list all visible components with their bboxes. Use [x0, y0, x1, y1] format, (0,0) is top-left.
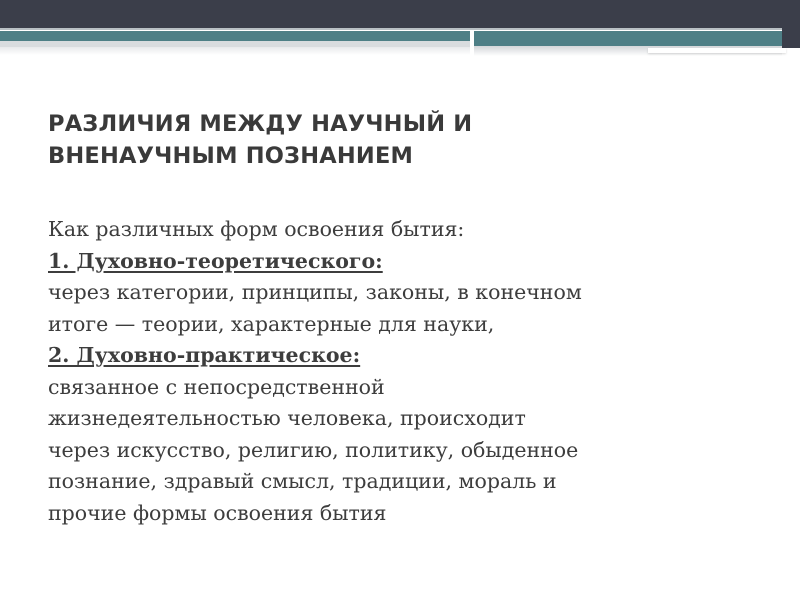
title-line: ВНЕНАУЧНЫМ ПОЗНАНИЕМ — [48, 143, 414, 169]
item2-text-line: прочие формы освоения бытия — [48, 500, 387, 525]
title-line: РАЗЛИЧИЯ МЕЖДУ НАУЧНЫЙ И — [48, 111, 473, 137]
header-band-dark-right — [782, 0, 800, 48]
slide-body — [48, 214, 768, 529]
item2-text-line: связанное с непосредственной — [48, 374, 385, 399]
header-band-teal-left — [0, 31, 470, 41]
slide-title — [48, 108, 768, 172]
header-white-bar — [648, 48, 786, 53]
item2-text-line: познание, здравый смысл, традиции, мораль и — [48, 469, 557, 493]
header-band-dark — [0, 0, 782, 28]
item2-heading: 2. Духовно-практическое: — [48, 343, 361, 367]
intro-text: Как различных форм освоения бытия: — [48, 217, 465, 241]
item1-text-line: итоге — теории, характерные для науки, — [48, 311, 495, 336]
header-shadow-left — [0, 47, 470, 55]
header-divider-line — [0, 28, 782, 30]
item2-text-line: через искусство, религию, политику, обыденное — [48, 437, 579, 462]
header-band-teal-right — [474, 31, 782, 46]
item1-heading: 1. Духовно-теоретического: — [48, 248, 383, 273]
slide-content — [48, 108, 768, 529]
item1-text-line: через категории, принципы, законы, в конечном — [48, 280, 582, 304]
item2-text-line: жизнедеятельностью человека, происходит — [48, 406, 526, 430]
